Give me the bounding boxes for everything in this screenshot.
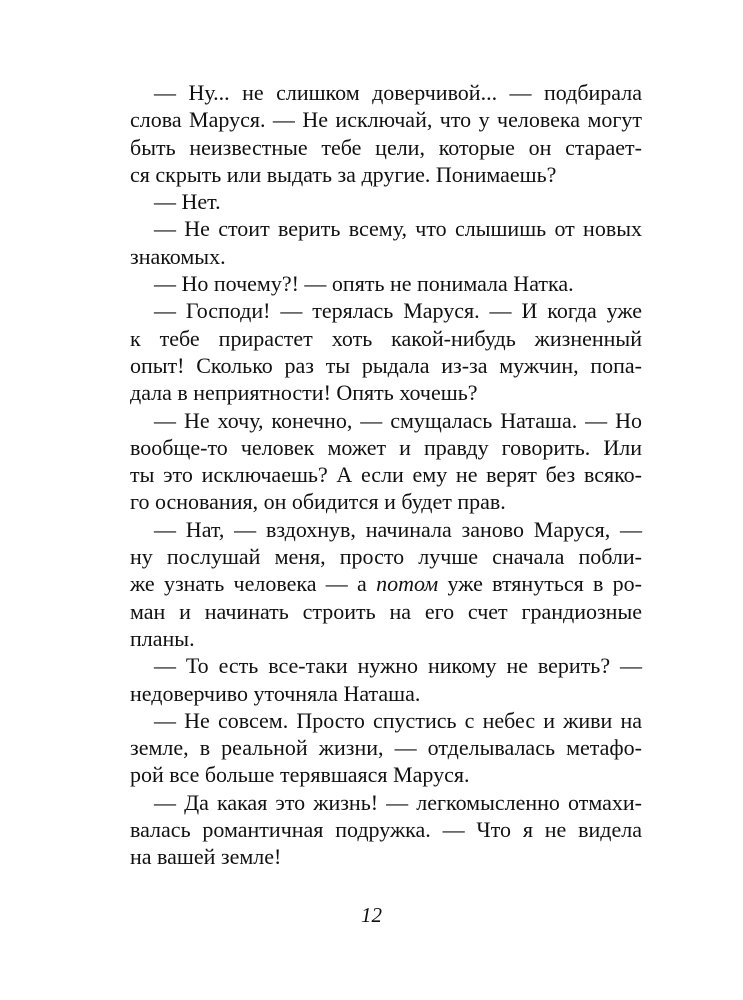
text-line: — То есть все-таки нужно никому не верить? — xyxy=(154,653,642,679)
text-line: на вашей земле! xyxy=(130,844,282,870)
text-line: к тебе прирастет хоть какой-нибудь жизненный xyxy=(130,325,642,351)
text-line: опыт! Сколько раз ты рыдала из-за мужчин, попа- xyxy=(130,352,642,378)
text-line: — Да какая это жизнь! — легкомысленно отмахи- xyxy=(154,789,642,815)
text-line: быть неизвестные тебе цели, которые он старает- xyxy=(130,134,642,160)
text-line: — Не стоит верить всему, что слышишь от новых xyxy=(154,216,642,242)
text-line: — Ну... не слишком доверчивой... — подбирала xyxy=(154,80,642,105)
text-segment: же узнать человека — а xyxy=(130,571,377,597)
text-line: знакомых. xyxy=(130,243,226,269)
text-line: вообще-то человек может и правду говорить. Или xyxy=(130,434,642,460)
text-line: — Нет. xyxy=(154,189,221,215)
text-line: валась романтичная подружка. — Что я не видела xyxy=(130,817,642,843)
text-line: недоверчиво уточняла Наташа. xyxy=(130,680,421,706)
text-line: планы. xyxy=(130,625,195,651)
text-line: — Нат, — вздохнув, начинала заново Маруся, — xyxy=(154,516,642,542)
body-text xyxy=(130,79,642,871)
text-line: — Не хочу, конечно, — смущалась Наташа. — Но xyxy=(154,407,642,433)
text-line: ман и начинать строить на его счет грандиозные xyxy=(130,598,642,624)
text-line: слова Маруся. — Не исключай, что у человека могут xyxy=(130,107,642,133)
text-line: ся скрыть или выдать за другие. Понимаешь? xyxy=(130,161,557,187)
text-line: — Господи! — терялась Маруся. — И когда уже xyxy=(154,298,642,324)
text-line: рой все больше терявшаяся Маруся. xyxy=(130,762,470,788)
text-line: ну послушай меня, просто лучше сначала побли- xyxy=(130,544,642,570)
text-line: — Но почему?! — опять не понимала Натка. xyxy=(154,271,574,297)
italic-emphasis: потом xyxy=(376,571,439,597)
text-line: го основания, он обидится и будет прав. xyxy=(130,489,506,515)
text-line: земле, в реальной жизни, — отделывалась метафо- xyxy=(130,735,642,761)
text-line: дала в неприятности! Опять хочешь? xyxy=(130,380,478,406)
page-number: 12 xyxy=(361,903,382,927)
text-line: — Не совсем. Просто спустись с небес и живи на xyxy=(154,707,642,733)
text-line: ты это исключаешь? А если ему не верят без всяко- xyxy=(130,462,642,488)
text-segment: уже втянуться в ро- xyxy=(438,571,643,597)
text-line xyxy=(130,570,642,597)
